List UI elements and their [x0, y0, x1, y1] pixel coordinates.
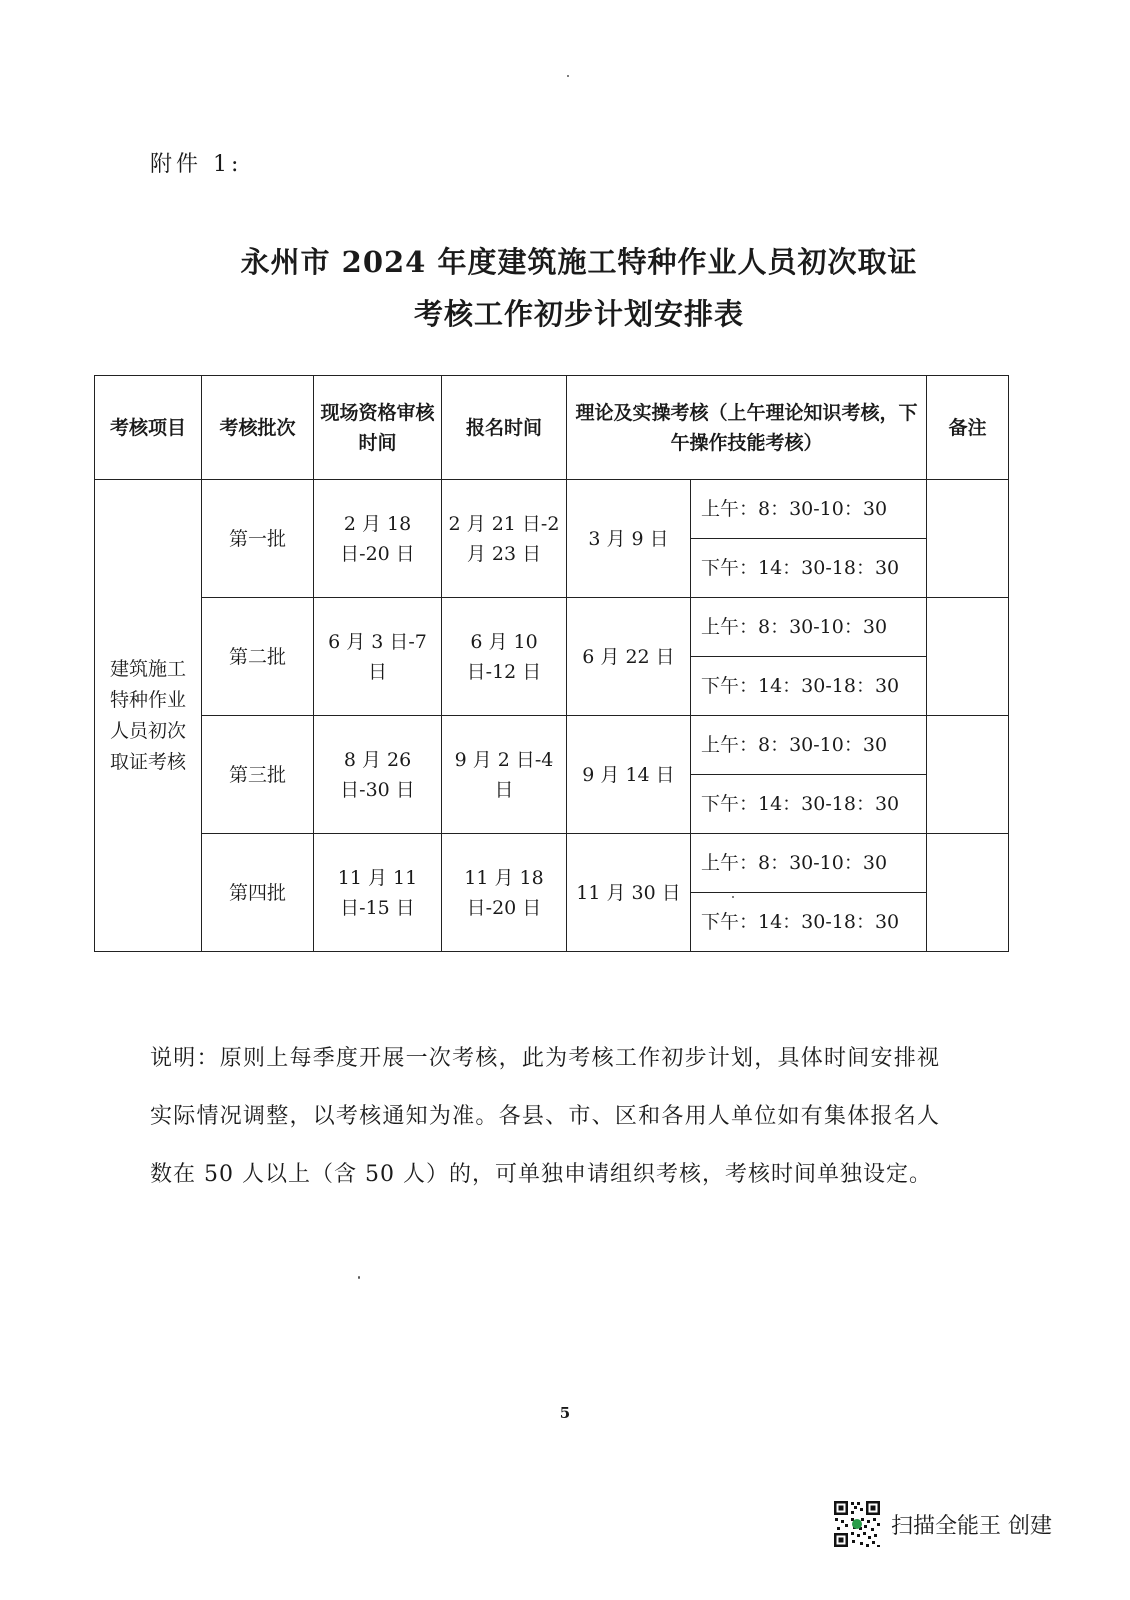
scanner-footer [833, 1500, 1052, 1548]
review-time-cell: 8 月 26 日-30 日 [314, 716, 442, 834]
morning-time-cell: 上午：8：30-10：30 [691, 598, 927, 657]
attachment-label: 附件 1: [150, 152, 243, 177]
signup-time-cell: 2 月 21 日-2 月 23 日 [442, 480, 567, 598]
header-batch: 考核批次 [202, 376, 314, 480]
table-header-row [95, 376, 1009, 480]
batch-cell: 第四批 [202, 834, 314, 952]
schedule-table [94, 375, 1009, 952]
morning-time-cell: 上午：8：30-10：30 [691, 834, 927, 893]
table-row [95, 598, 1009, 657]
scan-speck [732, 896, 734, 898]
batch-cell: 第三批 [202, 716, 314, 834]
signup-time-cell: 11 月 18 日-20 日 [442, 834, 567, 952]
remark-cell [927, 716, 1009, 834]
scan-speck [567, 75, 569, 77]
remark-cell [927, 598, 1009, 716]
review-time-cell: 6 月 3 日-7 日 [314, 598, 442, 716]
header-remark: 备注 [927, 376, 1009, 480]
signup-time-cell: 6 月 10 日-12 日 [442, 598, 567, 716]
review-time-cell: 11 月 11 日-15 日 [314, 834, 442, 952]
morning-time-cell: 上午：8：30-10：30 [691, 480, 927, 539]
scan-speck [358, 1276, 360, 1279]
signup-time-cell: 9 月 2 日-4 日 [442, 716, 567, 834]
document-title-line2: 考核工作初步计划安排表 [413, 297, 744, 331]
afternoon-time-cell: 下午：14：30-18：30 [691, 775, 927, 834]
morning-time-cell: 上午：8：30-10：30 [691, 716, 927, 775]
afternoon-time-cell: 下午：14：30-18：30 [691, 657, 927, 716]
exam-date-cell: 3 月 9 日 [567, 480, 691, 598]
header-review-time: 现场资格审核时间 [314, 376, 442, 480]
batch-cell: 第一批 [202, 480, 314, 598]
table-row [95, 834, 1009, 893]
qr-code-icon [833, 1500, 881, 1548]
review-time-cell: 2 月 18 日-20 日 [314, 480, 442, 598]
header-signup-time: 报名时间 [442, 376, 567, 480]
exam-date-cell: 9 月 14 日 [567, 716, 691, 834]
afternoon-time-cell: 下午：14：30-18：30 [691, 539, 927, 598]
remark-cell [927, 834, 1009, 952]
table-row [95, 716, 1009, 775]
header-project: 考核项目 [95, 376, 202, 480]
remark-cell [927, 480, 1009, 598]
exam-date-cell: 6 月 22 日 [567, 598, 691, 716]
scanner-credit-text: 扫描全能王 创建 [891, 1513, 1052, 1539]
table-row [95, 480, 1009, 539]
header-exam: 理论及实操考核（上午理论知识考核，下午操作技能考核） [567, 376, 927, 480]
batch-cell: 第二批 [202, 598, 314, 716]
exam-date-cell: 11 月 30 日 [567, 834, 691, 952]
afternoon-time-cell: 下午：14：30-18：30 [691, 893, 927, 952]
project-name-cell: 建筑施工特种作业人员初次取证考核 [95, 480, 202, 952]
explanation-note: 说明：原则上每季度开展一次考核，此为考核工作初步计划，具体时间安排视实际情况调整，以考核通知为准。各县、市、区和各用人单位如有集体报名人数在 50 人以上（含 50 人）的，可单独申请组织考核，考核时间单独设定。 [150, 1046, 940, 1187]
page-number: 5 [559, 1404, 571, 1422]
document-title-line1: 永州市 2024 年度建筑施工特种作业人员初次取证 [240, 245, 918, 279]
